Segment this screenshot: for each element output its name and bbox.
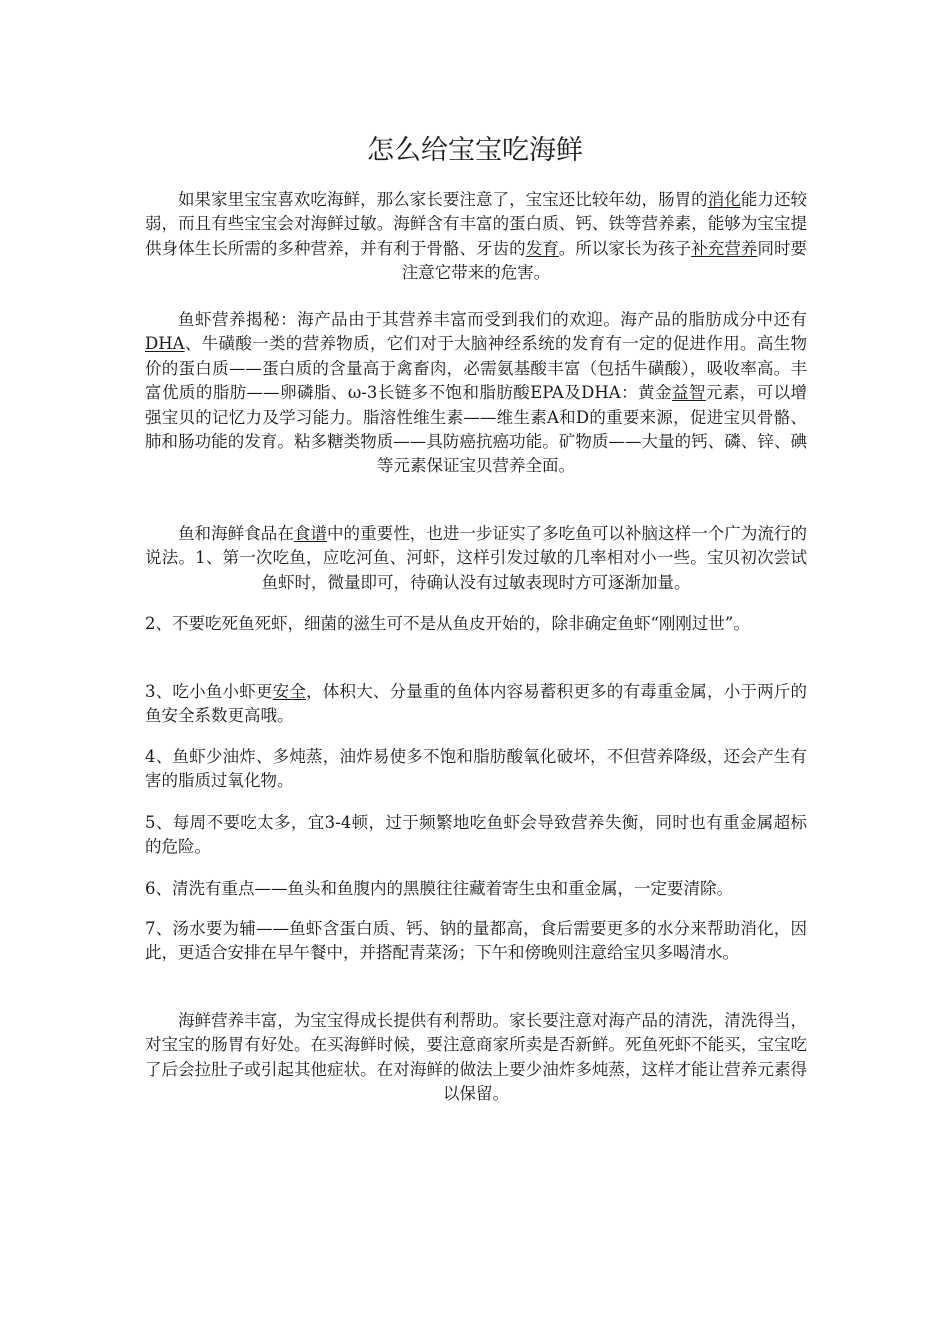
text-segment: 5、每周不要吃太多，宜3-4顿，过于频繁地吃鱼虾会导致营养失衡，同时也有重金属超标的危险。 [145, 813, 807, 857]
paragraph-tip-6 [145, 877, 807, 901]
paragraph-tip-3 [145, 680, 807, 729]
text-segment: 2、不要吃死鱼死虾，细菌的滋生可不是从鱼皮开始的，除非确定鱼虾“刚刚过世”。 [145, 614, 750, 633]
text-segment: 能力还较弱，而且有些宝宝会对海鲜过敏。海鲜含有丰富的蛋白质、钙、铁等营养素，能够为宝宝提供身体生长所需的多种营养，并有利于骨骼、牙齿的 [145, 190, 808, 258]
text-segment: ，体积大、分量重的鱼体内容易蓄积更多的有毒重金属，小于两斤的鱼安全系数更高哦。 [145, 682, 808, 726]
text-segment: 、牛磺酸一类的营养物质，它们对于大脑神经系统的发育有一定的促进作用。高生物价的蛋白质——蛋白质的含量高于禽畜肉，必需氨基酸丰富（包括牛磺酸），吸收率高。丰富优质的脂肪——卵磷脂、ω-3长链多不饱和脂肪酸EPA及DHA：黄金 [145, 334, 807, 403]
paragraph-tip-2 [145, 612, 807, 636]
underlined-term: 益智 [671, 383, 706, 403]
text-segment: 4、鱼虾少油炸、多炖蒸，油炸易使多不饱和脂肪酸氧化破坏，不但营养降级，还会产生有害的脂质过氧化物。 [145, 747, 807, 791]
page-title: 怎么给宝宝吃海鲜 [367, 135, 583, 166]
text-segment: 。所以家长为孩子 [558, 238, 692, 258]
text-segment: 鱼和海鲜食品在 [178, 524, 294, 543]
underlined-term: 发育 [525, 238, 559, 258]
paragraph-intro [145, 188, 807, 286]
underlined-term: 安全 [272, 682, 307, 701]
text-segment: 中的重要性，也进一步证实了多吃鱼可以补脑这样一个广为流行的说法。1、第一次吃鱼，应吃河鱼、河虾，这样引发过敏的几率相对小一些。宝贝初次尝试鱼虾时，微量即可，待确认没有过敏表现时方可逐渐加量。 [145, 524, 808, 592]
text-segment: 7、汤水要为辅——鱼虾含蛋白质、钙、钠的量都高，食后需要更多的水分来帮助消化，因此，更适合安排在早午餐中，并搭配青菜汤；下午和傍晚则注意给宝贝多喝清水。 [145, 919, 807, 963]
underlined-term: DHA [145, 334, 185, 354]
text-segment: 3、吃小鱼小虾更 [145, 682, 273, 701]
paragraph-tip-4 [145, 745, 807, 794]
underlined-term: 消化 [707, 190, 741, 209]
text-segment: 海鲜营养丰富，为宝宝得成长提供有利帮助。家长要注意对海产品的清洗，清洗得当，对宝宝的肠胃有好处。在买海鲜时候，要注意商家所卖是否新鲜。死鱼死虾不能买，宝宝吃了后会拉肚子或引起其他症状。在对海鲜的做法上要少油炸多炖蒸，这样才能让营养元素得以保留。 [145, 1011, 807, 1104]
paragraph-conclusion [145, 1009, 807, 1107]
paragraph-nutrition [145, 308, 807, 479]
paragraph-importance [145, 522, 807, 595]
text-segment: 鱼虾营养揭秘：海产品由于其营养丰富而受到我们的欢迎。海产品的脂肪成分中还有 [178, 310, 807, 329]
underlined-term: 食谱 [293, 524, 327, 543]
text-segment: 如果家里宝宝喜欢吃海鲜，那么家长要注意了，宝宝还比较年幼，肠胃的 [178, 190, 708, 209]
text-segment: 元素，可以增强宝贝的记忆力及学习能力。脂溶性维生素——维生素A和D的重要来源，促进宝贝骨骼、肺和肠功能的发育。粘多糖类物质——具防癌抗癌功能。矿物质——大量的钙、磷、锌、碘等元素保证宝贝营养全面。 [145, 383, 808, 476]
text-segment: 6、清洗有重点——鱼头和鱼腹内的黑膜往往藏着寄生虫和重金属，一定要清除。 [145, 879, 733, 898]
underlined-term: 补充营养 [691, 238, 758, 258]
paragraph-tip-5 [145, 811, 807, 860]
paragraph-tip-7 [145, 917, 807, 966]
text-segment: 同时要注意它带来的危害。 [401, 238, 808, 283]
